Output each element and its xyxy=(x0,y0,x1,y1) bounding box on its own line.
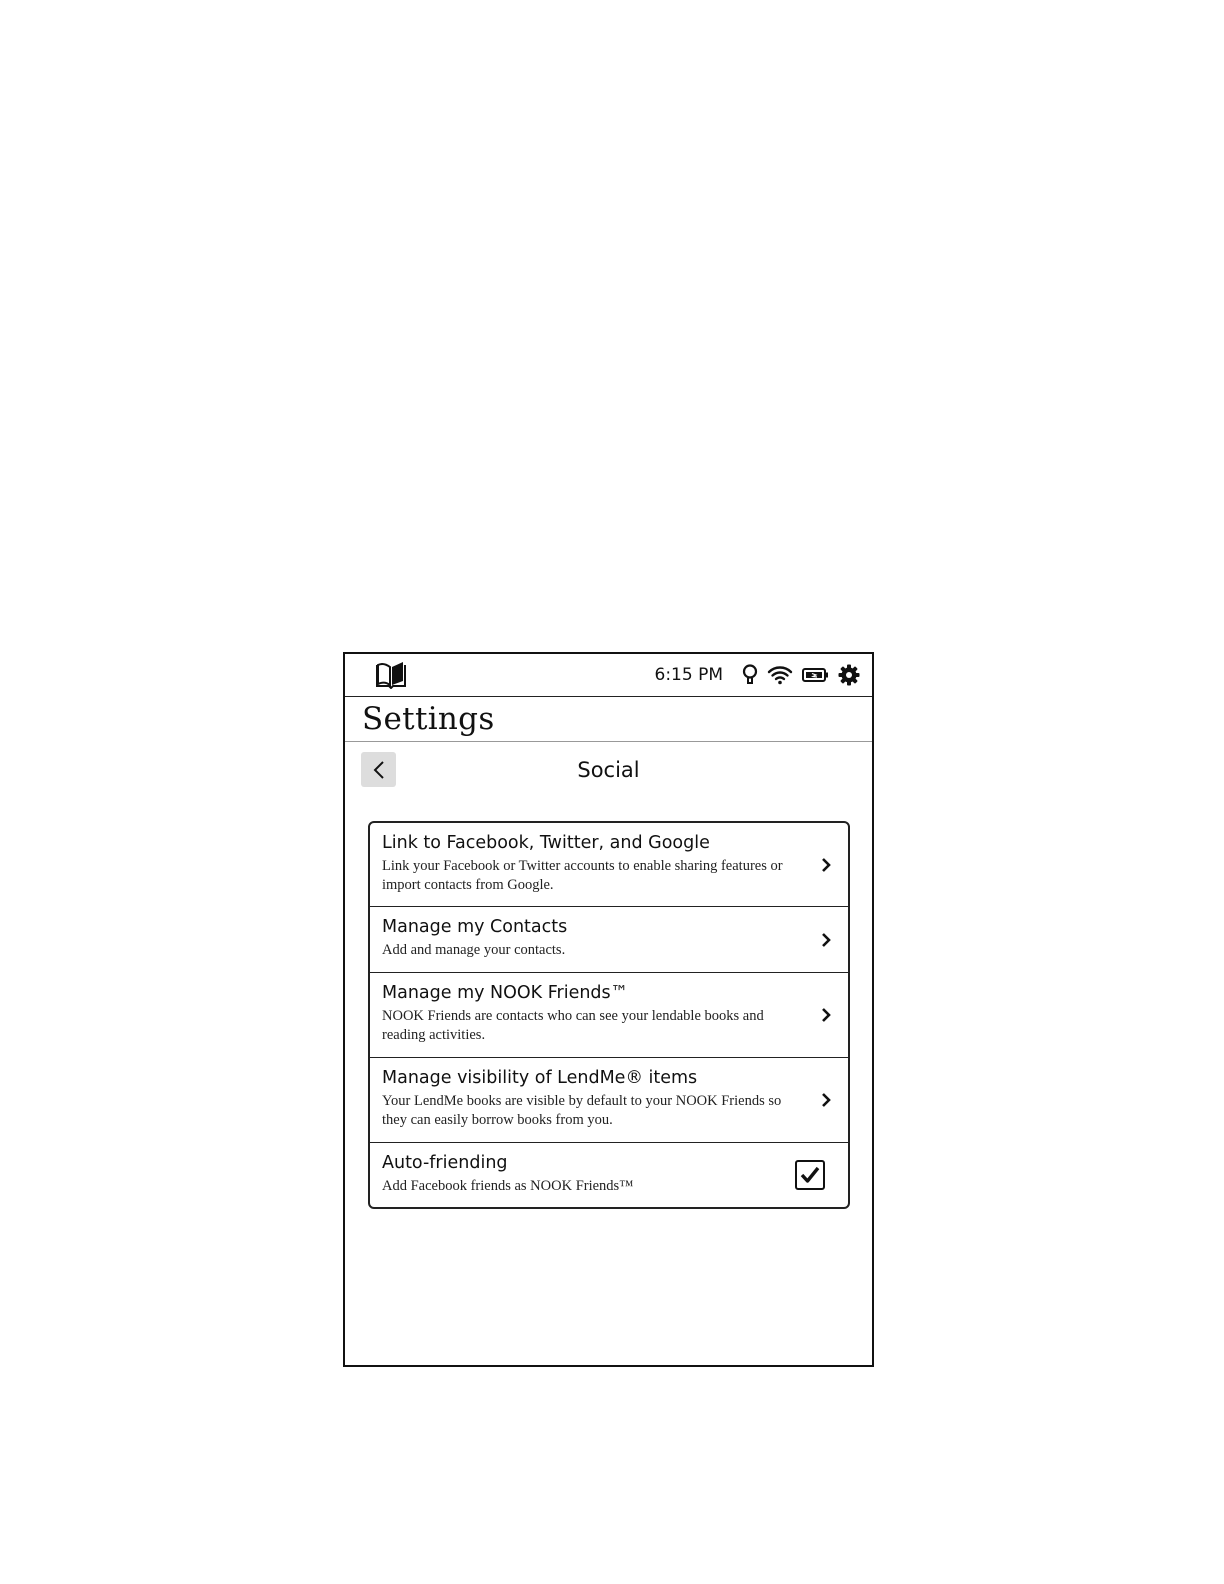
row-subtitle: Add and manage your contacts. xyxy=(382,942,566,958)
auto-friending-checkbox[interactable] xyxy=(795,1160,825,1190)
settings-header xyxy=(345,697,872,742)
row-subtitle: Add Facebook friends as NOOK Friends™ xyxy=(382,1178,634,1194)
battery-icon[interactable] xyxy=(802,667,829,683)
chevron-right-icon xyxy=(820,1091,832,1109)
checkmark-icon xyxy=(799,1165,821,1185)
wifi-icon[interactable] xyxy=(767,665,793,685)
chevron-right-icon xyxy=(820,931,832,949)
row-title: Manage visibility of LendMe® items xyxy=(382,1068,698,1088)
light-bulb-icon[interactable] xyxy=(742,664,758,686)
manage-nook-friends-row[interactable] xyxy=(370,973,848,1058)
row-title: Link to Facebook, Twitter, and Google xyxy=(382,833,710,853)
lendme-visibility-row[interactable] xyxy=(370,1058,848,1143)
link-accounts-row[interactable] xyxy=(370,823,848,907)
page-header-title: Settings xyxy=(362,701,495,737)
row-subtitle: Link your Facebook or Twitter accounts to enable sharing features or import contacts from Google. xyxy=(382,858,783,893)
status-icons xyxy=(655,660,861,690)
status-bar xyxy=(345,654,872,697)
row-title: Manage my Contacts xyxy=(382,917,568,937)
auto-friending-row[interactable] xyxy=(370,1143,848,1207)
page-title: Social xyxy=(577,758,640,782)
row-title: Manage my NOOK Friends™ xyxy=(382,983,629,1003)
chevron-right-icon xyxy=(820,856,832,874)
sub-nav xyxy=(345,742,872,802)
chevron-right-icon xyxy=(820,1006,832,1024)
gear-icon[interactable] xyxy=(838,664,860,686)
row-subtitle: NOOK Friends are contacts who can see your lendable books and reading activities. xyxy=(382,1008,764,1043)
row-title: Auto-friending xyxy=(382,1153,508,1173)
social-settings-list xyxy=(368,821,850,1209)
manage-contacts-row[interactable] xyxy=(370,907,848,973)
device-screen xyxy=(343,652,874,1367)
row-subtitle: Your LendMe books are visible by default to your NOOK Friends so they can easily borrow books from you. xyxy=(382,1093,782,1128)
home-book-icon[interactable] xyxy=(375,661,407,689)
clock-time: 6:15 PM xyxy=(654,665,723,685)
